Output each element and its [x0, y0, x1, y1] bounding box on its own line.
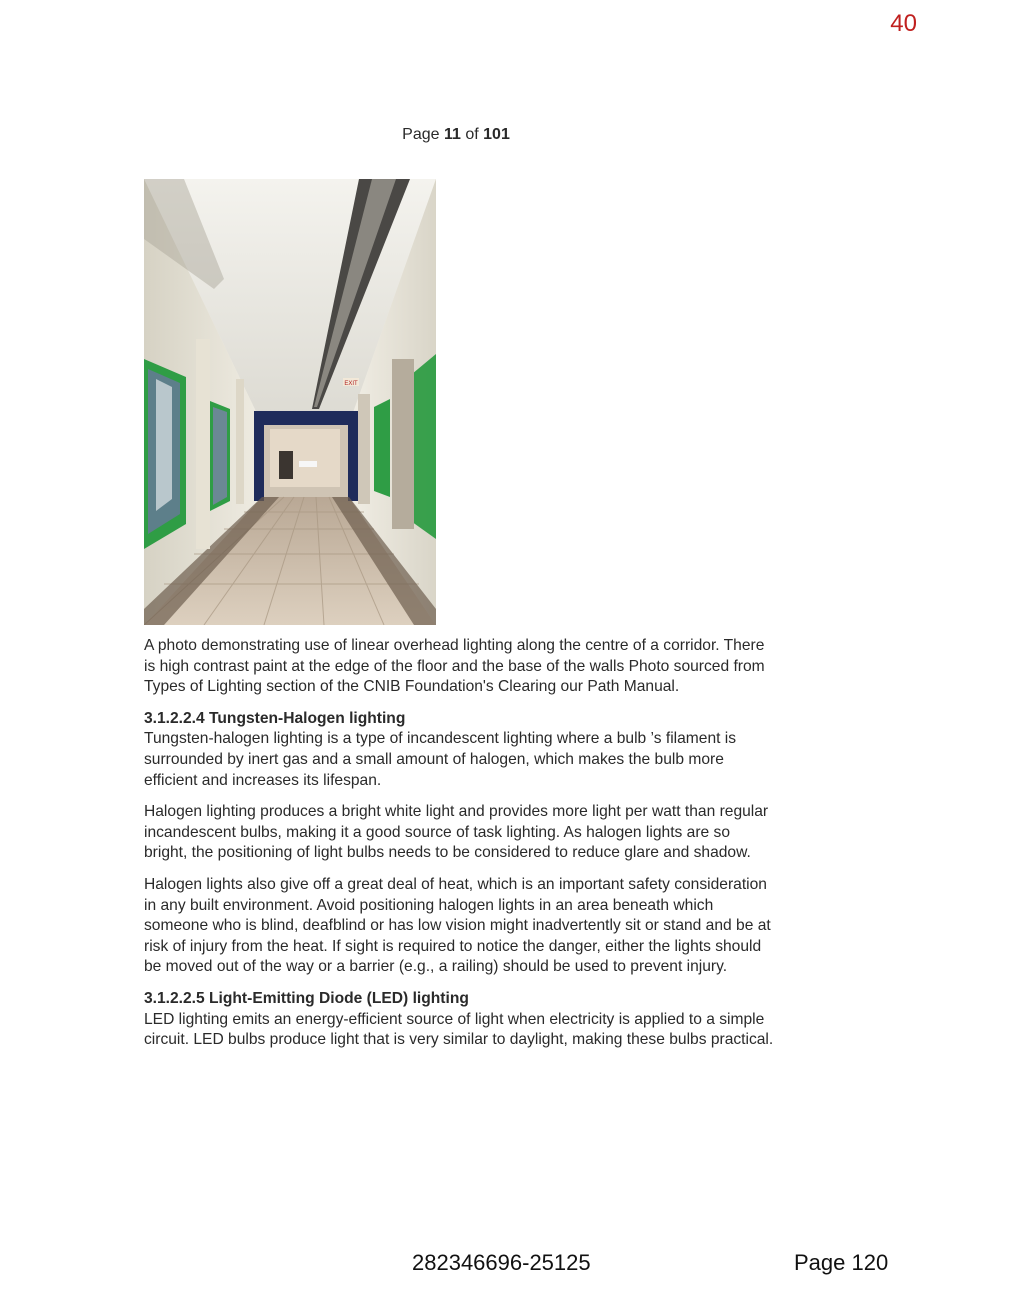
document-id: 282346696-25125: [412, 1250, 591, 1275]
document-body: [144, 636, 774, 1062]
paragraph: Halogen lights also give off a great deal of heat, which is an important safety consideration in any built environment. Avoid positioning halogen lights in an area beneath which someone who is blind, deafblind or has low vision might inadvertently sit or stand and be at risk of injury from the heat. If sight is required to notice the danger, either the lights should be moved out of the way or a barrier (e.g., a railing) should be used to prevent injury.: [144, 875, 771, 976]
page-current: 11: [443, 126, 461, 143]
page-total: 101: [483, 126, 510, 143]
corridor-photo-illustration: [144, 179, 436, 625]
of-word: of: [465, 126, 479, 143]
stamp-number: 40: [890, 10, 917, 37]
paragraph: LED lighting emits an energy-efficient source of light when electricity is applied to a simple circuit. LED bulbs produce light that is very similar to daylight, making these bulbs practical.: [144, 1010, 774, 1049]
footer-page-number: Page 120: [794, 1250, 889, 1275]
section-heading: 3.1.2.2.5 Light-Emitting Diode (LED) lighting: [144, 989, 469, 1007]
section-heading: 3.1.2.2.4 Tungsten-Halogen lighting: [144, 709, 406, 727]
section-led: [144, 989, 774, 1051]
paragraph: Tungsten-halogen lighting is a type of incandescent lighting where a bulb ’s filament is surrounded by inert gas and a small amount of halogen, which makes the bulb more efficient and increases its lifespan.: [144, 730, 737, 789]
corridor-photo: [144, 179, 436, 625]
paragraph: Halogen lighting produces a bright white light and provides more light per watt than regular incandescent bulbs, making it a good source of task lighting. As halogen lights are so bright, the positioning of light bulbs needs to be considered to reduce glare and shadow.: [144, 803, 769, 862]
photo-caption: A photo demonstrating use of linear overhead lighting along the centre of a corridor. There is high contrast paint at the edge of the floor and the base of the walls Photo sourced from Types of Lighting section of the CNIB Foundation's Clearing our Path Manual.: [144, 637, 765, 696]
section-halogen: [144, 709, 774, 791]
page-word: Page: [402, 126, 440, 143]
page-indicator: [0, 126, 912, 144]
exit-sign: EXIT: [344, 381, 358, 387]
